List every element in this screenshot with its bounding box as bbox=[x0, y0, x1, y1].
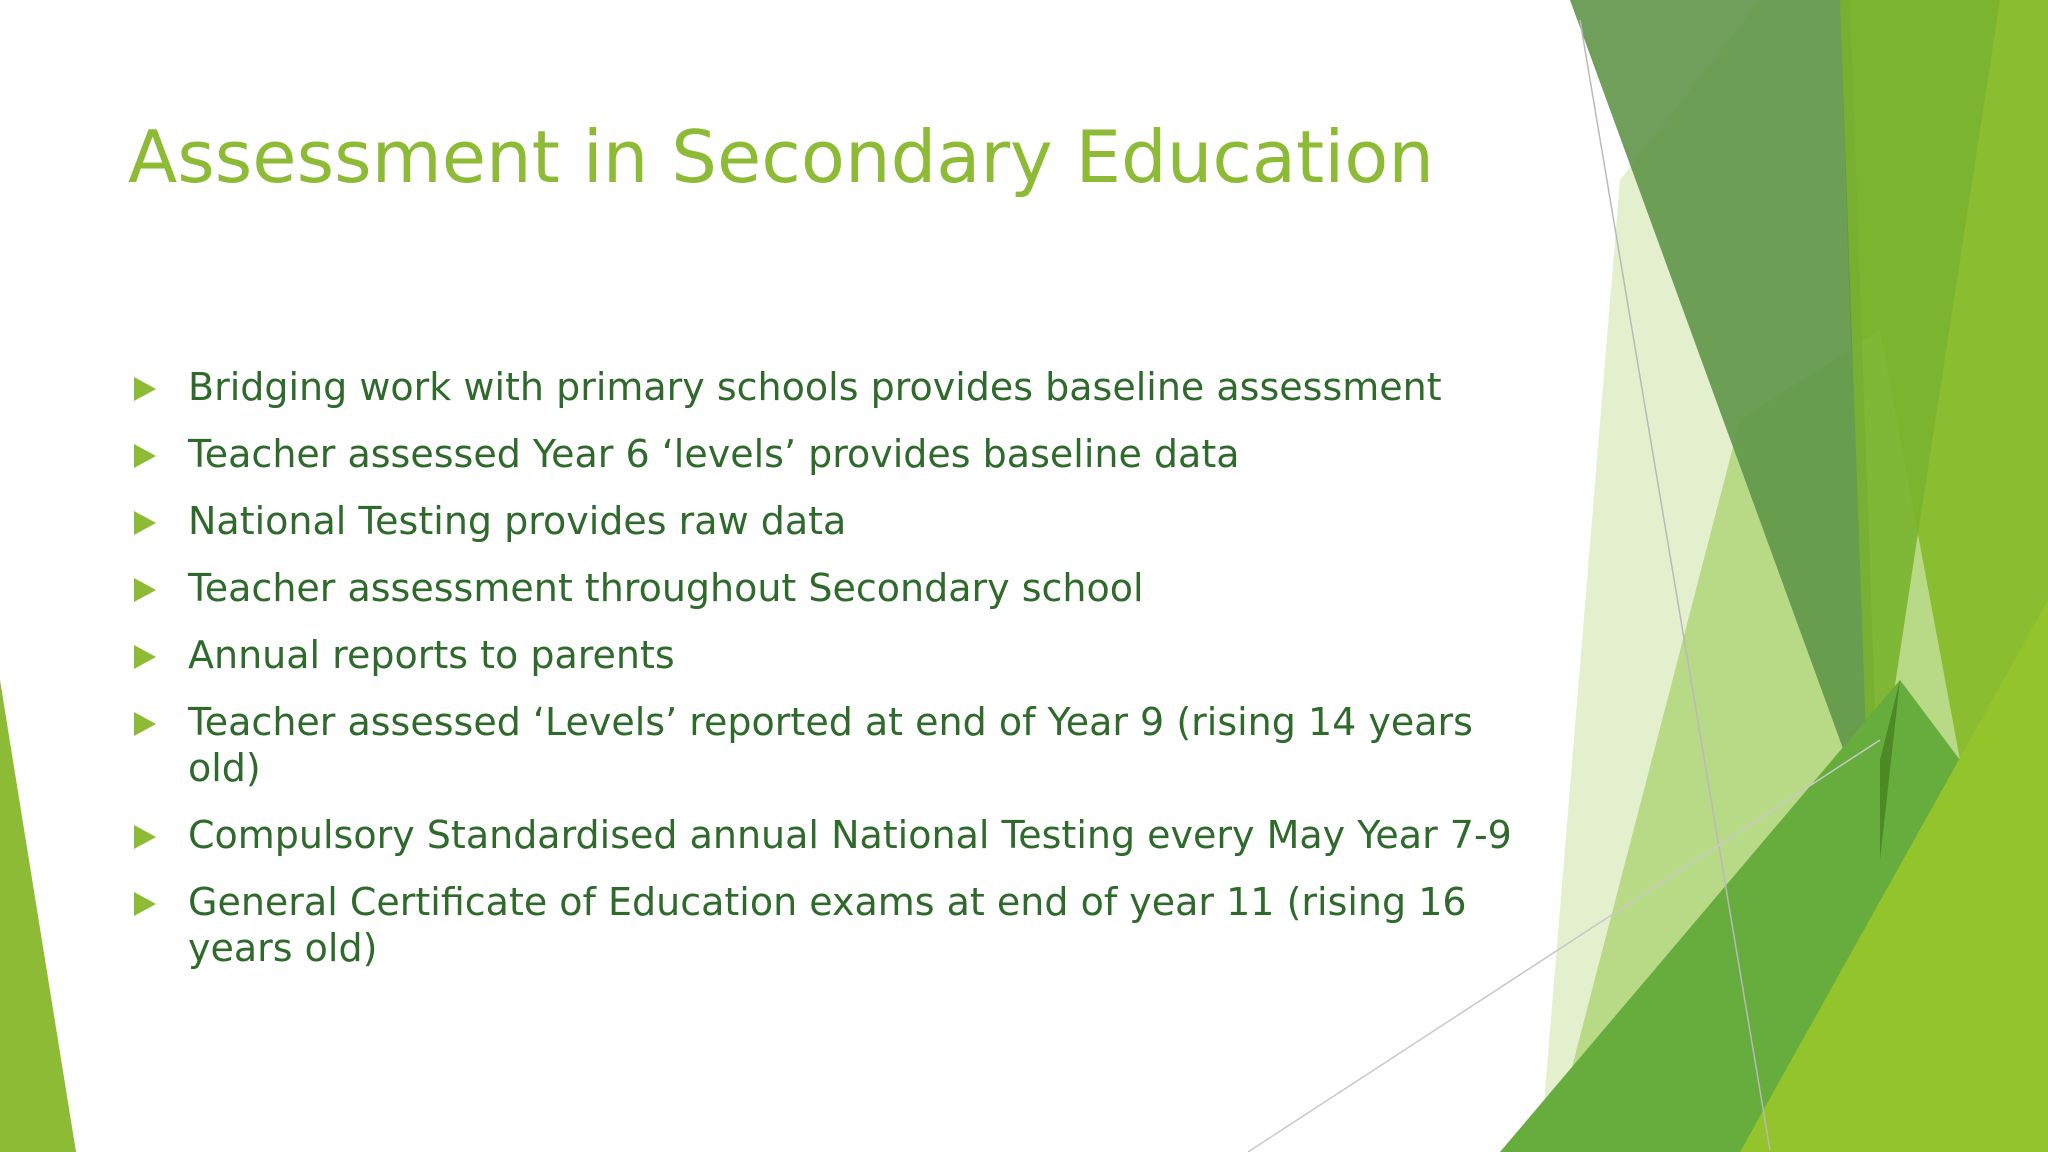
left-edge-facet bbox=[0, 680, 76, 1152]
triangle-bullet-icon bbox=[134, 377, 156, 401]
bullet-text: Bridging work with primary schools provides baseline assessment bbox=[188, 365, 1442, 409]
triangle-bullet-icon bbox=[134, 712, 156, 736]
bullet-text: General Certificate of Education exams at end of year 11 (rising 16 years old) bbox=[188, 880, 1467, 970]
bullet-item bbox=[128, 364, 1528, 410]
bullet-item bbox=[128, 812, 1528, 858]
bullet-item bbox=[128, 431, 1528, 477]
bullet-item bbox=[128, 565, 1528, 611]
triangle-bullet-icon bbox=[134, 511, 156, 535]
bullet-text: National Testing provides raw data bbox=[188, 499, 847, 543]
bullet-item bbox=[128, 498, 1528, 544]
bullet-item bbox=[128, 699, 1528, 791]
triangle-bullet-icon bbox=[134, 444, 156, 468]
bullet-text: Annual reports to parents bbox=[188, 633, 675, 677]
bullet-item bbox=[128, 879, 1528, 971]
triangle-bullet-icon bbox=[134, 645, 156, 669]
triangle-bullet-icon bbox=[134, 892, 156, 916]
slide-title: Assessment in Secondary Education bbox=[128, 115, 1434, 199]
triangle-bullet-icon bbox=[134, 825, 156, 849]
bullet-text: Teacher assessed Year 6 ‘levels’ provides baseline data bbox=[188, 432, 1240, 476]
bullet-list bbox=[128, 364, 1528, 992]
bullet-item bbox=[128, 632, 1528, 678]
bullet-text: Compulsory Standardised annual National Testing every May Year 7-9 bbox=[188, 813, 1512, 857]
bullet-text: Teacher assessed ‘Levels’ reported at end of Year 9 (rising 14 years old) bbox=[188, 700, 1473, 790]
bullet-text: Teacher assessment throughout Secondary school bbox=[188, 566, 1144, 610]
triangle-bullet-icon bbox=[134, 578, 156, 602]
